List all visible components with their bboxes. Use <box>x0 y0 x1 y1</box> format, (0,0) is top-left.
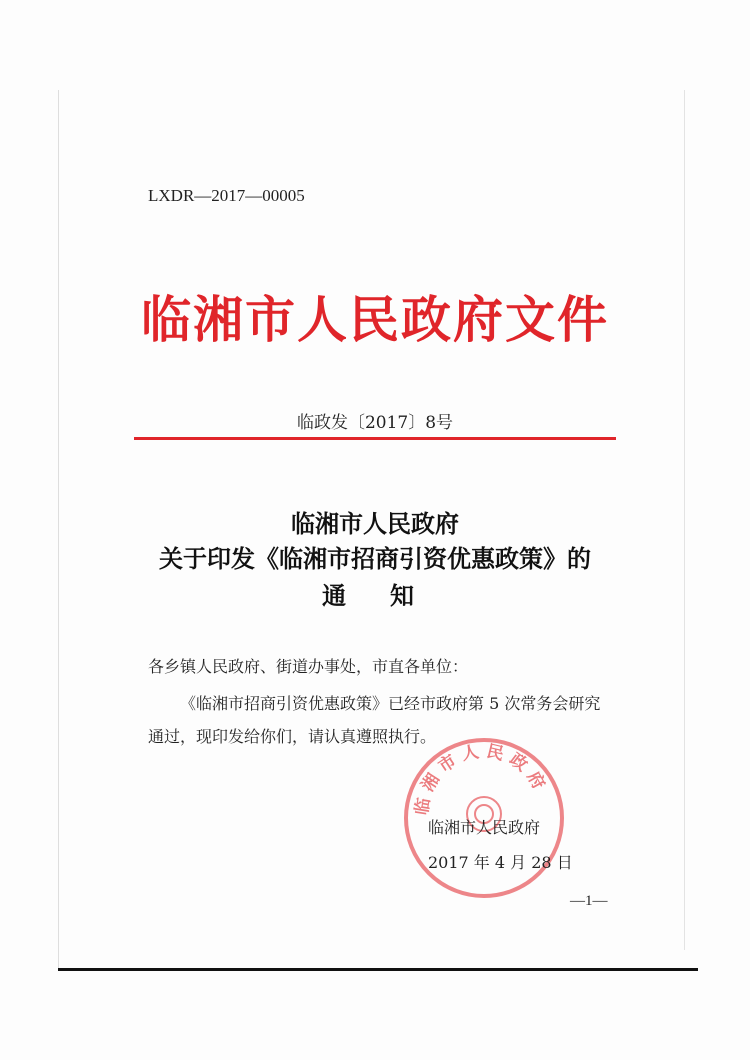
document-code: LXDR—2017—00005 <box>148 186 305 205</box>
title-line-3: 通知 <box>322 581 458 610</box>
addressee: 各乡镇人民政府、街道办事处，市直各单位： <box>148 657 469 676</box>
signature-org: 临湘市人民政府 <box>428 818 541 837</box>
document-number: 临政发〔2017〕8号 <box>296 413 454 433</box>
title-line-2: 关于印发《临湘市招商引资优惠政策》的 <box>159 544 591 573</box>
seal-text: 临湘市人民政府 <box>412 742 552 817</box>
title-line-1: 临湘市人民政府 <box>291 509 459 538</box>
red-header-title: 临湘市人民政府文件 <box>141 291 609 349</box>
body-paragraph: 《临湘市招商引资优惠政策》已经市政府第 5 次常务会研究通过，现印发给你们，请认真遵照执行。 <box>148 694 601 746</box>
issue-date: 2017 年 4 月 28 日 <box>428 853 573 872</box>
scan-edge-right <box>684 90 685 950</box>
page-number: —1— <box>570 893 608 909</box>
red-divider-rule <box>134 437 616 440</box>
page-bottom-edge <box>58 968 698 971</box>
scan-edge-left <box>58 90 59 970</box>
